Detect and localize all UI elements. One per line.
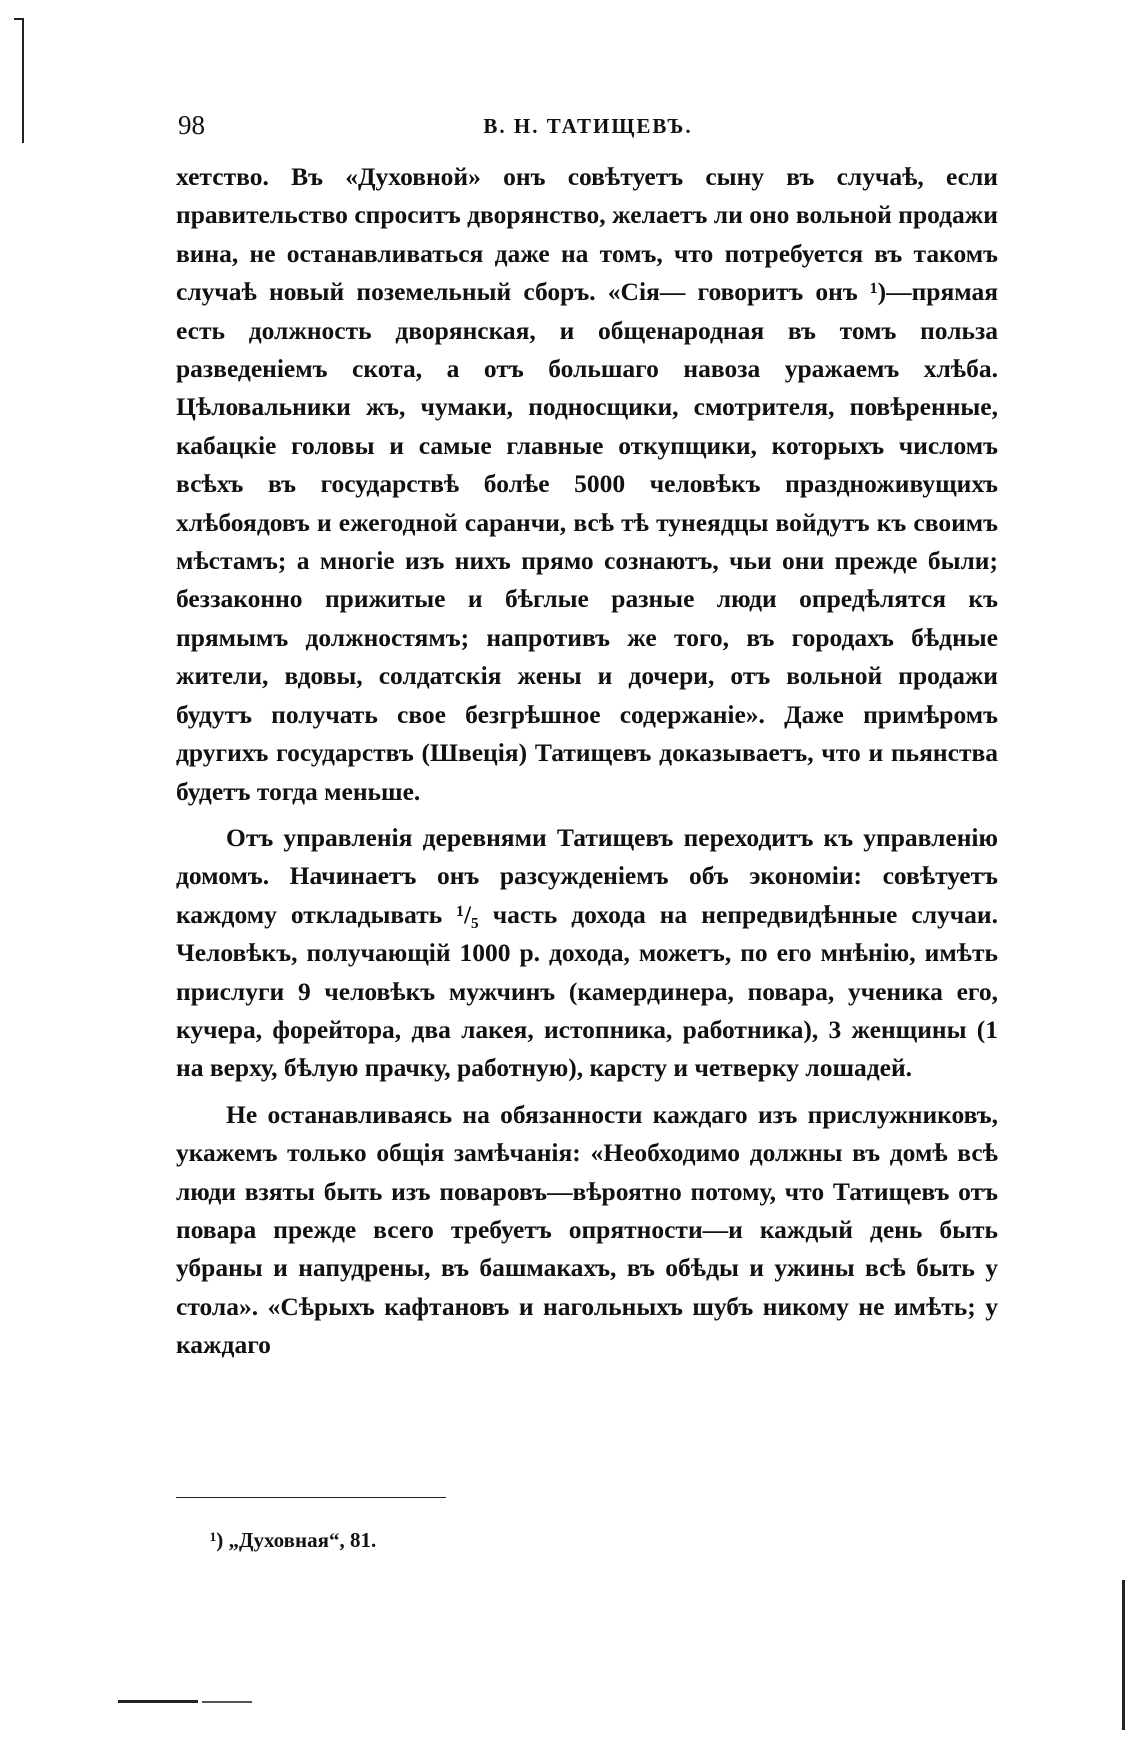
running-head: В. Н. ТАТИЩЕВЪ. xyxy=(483,114,693,138)
paragraph: хетство. Въ «Духовной» онъ совѣтуетъ сыну въ случаѣ, если правительство спроситъ дворянство, желаетъ ли оно вольной продажи вина, не останавливаться даже на томъ, что потребуется въ такомъ случаѣ новый поземельный сборъ. «Сія— говоритъ онъ ¹)—прямая есть должность дворянская, и общенародная въ томъ польза разведеніемъ скота, а отъ большаго навоза уражаемъ хлѣба. Цѣловальники жъ, чумаки, подносщики, смотрителя, повѣренные, кабацкіе головы и самые главные откупщики, которыхъ числомъ всѣхъ въ государствѣ болѣе 5000 человѣкъ праздноживущихъ хлѣбоядовъ и ежегодной саранчи, всѣ тѣ тунеядцы войдутъ къ своимъ мѣстамъ; а многіе изъ нихъ прямо сознаютъ, чьи они прежде были; беззаконно прижитые и бѣглые разные люди опредѣлятся къ прямымъ должностямъ; напротивъ же того, въ городахъ бѣдные жители, вдовы, солдатскія жены и дочери, отъ вольной продажи будутъ получать свое безгрѣшное содержаніе». Даже примѣромъ другихъ государствъ (Швеція) Татищевъ доказываетъ, что и пьянства будетъ тогда меньше. xyxy=(176,162,998,806)
scan-edge-mark xyxy=(22,18,24,143)
paragraph: Не останавливаясь на обязанности каждаго изъ прислужниковъ, укажемъ только общія замѣчанія: «Необходимо должны въ домѣ всѣ люди взяты быть изъ поваровъ—вѣроятно потому, что Татищевъ отъ повара прежде всего требуетъ опрятности—и каждый день быть убраны и напудрены, въ башмакахъ, въ обѣды и ужины всѣ быть у стола». «Сѣрыхъ кафтановъ и нагольныхъ шубъ никому не имѣть; у каждаго xyxy=(176,1099,998,1360)
paragraph: Отъ управленія деревнями Татищевъ переходитъ къ управленію домомъ. Начинаетъ онъ разсужденіемъ объ экономіи: совѣтуетъ каждому откладывать ¹/₅ часть дохода на непредвидѣнные случаи. Человѣкъ, получающій 1000 р. дохода, можетъ, по его мнѣнію, имѣть прислуги 9 человѣкъ мужчинъ (камердинера, повара, ученика его, кучера, форейтора, два лакея, истопника, работника), 3 женщины (1 на верху, бѣлую прачку, работную), карсту и четверку лошадей. xyxy=(176,822,998,1083)
footnote-divider xyxy=(176,1497,446,1498)
scan-edge-mark xyxy=(1122,1580,1125,1730)
page-body xyxy=(176,158,998,1373)
footnote: ¹) „Духовная“, 81. xyxy=(210,1528,377,1552)
page-number: 98 xyxy=(178,110,205,140)
scan-corner-rule xyxy=(118,1700,198,1703)
page-header xyxy=(178,110,998,150)
scan-corner-rule xyxy=(202,1701,252,1703)
